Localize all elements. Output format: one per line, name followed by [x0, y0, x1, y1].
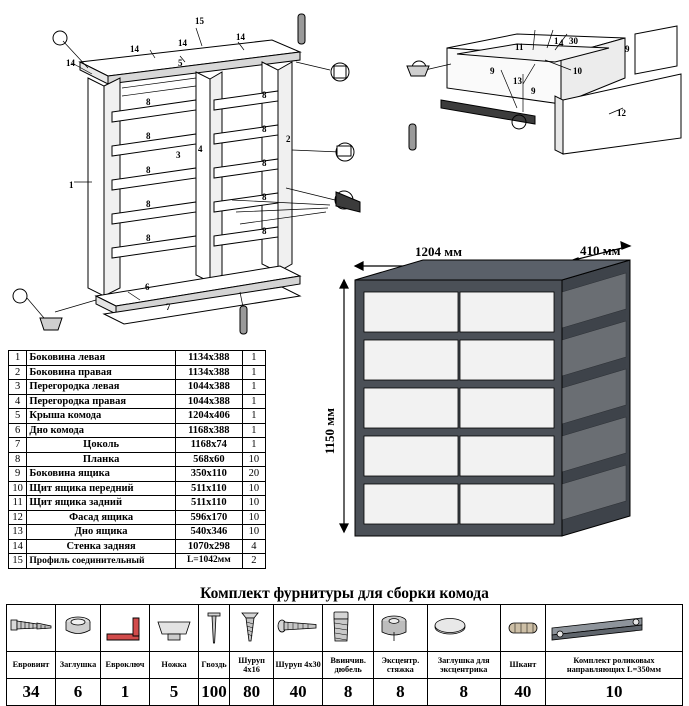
table-row [9, 496, 266, 511]
hw-label-screw-in-dowel: Ввинчив. дюбель [323, 652, 374, 679]
svg-text:8: 8 [262, 158, 267, 168]
hardware-label-row [7, 652, 683, 679]
part-dim: 350х110 [175, 467, 242, 482]
table-row [9, 423, 266, 438]
part-number: 7 [9, 438, 27, 453]
part-qty: 1 [242, 394, 265, 409]
foot-icon [150, 608, 198, 648]
part-number: 9 [9, 467, 27, 482]
hw-count-hex-key: 1 [101, 679, 150, 706]
svg-text:3: 3 [176, 150, 181, 160]
svg-text:4: 4 [559, 38, 564, 48]
svg-text:12: 12 [617, 108, 626, 118]
part-name: Стенка задняя [27, 539, 176, 554]
part-dim: 1070х298 [175, 539, 242, 554]
svg-text:8: 8 [146, 233, 151, 243]
svg-text:8: 8 [146, 165, 151, 175]
hw-cell-cap [56, 605, 101, 652]
part-number: 3 [9, 380, 27, 395]
hw-label-cap: Заглушка [56, 652, 101, 679]
svg-text:4: 4 [198, 144, 203, 154]
part-dim: 1044х388 [175, 394, 242, 409]
part-name: Планка [27, 452, 176, 467]
svg-text:8: 8 [146, 131, 151, 141]
eccentric-cap-icon [428, 610, 472, 646]
part-qty: 1 [242, 438, 265, 453]
svg-text:1: 1 [69, 180, 74, 190]
part-dim: 1204х406 [175, 409, 242, 424]
part-name: Профиль соединительный [27, 554, 176, 569]
hw-label-screw-4x30: Шуруп 4х30 [274, 652, 323, 679]
svg-text:8: 8 [146, 199, 151, 209]
table-row [9, 510, 266, 525]
svg-text:8: 8 [262, 226, 267, 236]
part-dim: 540х346 [175, 525, 242, 540]
hw-cell-nail [199, 605, 230, 652]
cap-icon [56, 608, 100, 648]
part-number: 1 [9, 351, 27, 366]
svg-text:7: 7 [166, 302, 171, 312]
table-row [9, 351, 266, 366]
part-qty: 10 [242, 525, 265, 540]
part-dim: 1044х388 [175, 380, 242, 395]
product-width-label: 1204 мм [415, 244, 462, 259]
hw-cell-eccentric-tie [374, 605, 427, 652]
table-row [9, 481, 266, 496]
hw-count-roller-guides: 10 [545, 679, 682, 706]
part-number: 4 [9, 394, 27, 409]
hw-label-eccentric-cap: Заглушка для эксцентрика [427, 652, 500, 679]
product-height-label: 1150 мм [322, 408, 337, 455]
hw-label-euro-screw: Евровинт [7, 652, 56, 679]
table-row [9, 467, 266, 482]
part-dim: 511х110 [175, 481, 242, 496]
roller-guides-icon [546, 608, 650, 648]
part-number: 10 [9, 481, 27, 496]
part-name: Крыша комода [27, 409, 176, 424]
hw-count-screw-4x16: 80 [230, 679, 274, 706]
hw-cell-dowel [500, 605, 545, 652]
parts-table [8, 350, 266, 569]
hw-count-euro-screw: 34 [7, 679, 56, 706]
part-number: 2 [9, 365, 27, 380]
hw-count-eccentric-cap: 8 [427, 679, 500, 706]
hardware-count-row [7, 679, 683, 706]
screw-4x30-icon [274, 608, 322, 648]
hw-cell-screw-4x30 [274, 605, 323, 652]
screw-4x16-icon [230, 607, 270, 649]
hw-label-eccentric-tie: Эксцентр. стяжка [374, 652, 427, 679]
part-name: Боковина правая [27, 365, 176, 380]
hw-cell-foot [150, 605, 199, 652]
svg-text:14: 14 [66, 58, 75, 68]
drawer-assembly-diagram [395, 4, 689, 164]
part-qty: 4 [242, 539, 265, 554]
part-number: 11 [9, 496, 27, 511]
nail-icon [199, 607, 229, 649]
part-qty: 10 [242, 510, 265, 525]
part-qty: 1 [242, 423, 265, 438]
part-dim: 596х170 [175, 510, 242, 525]
table-row [9, 539, 266, 554]
svg-text:14: 14 [236, 32, 245, 42]
part-dim: 1168х74 [175, 438, 242, 453]
svg-text:2: 2 [286, 134, 291, 144]
hardware-icon-row [7, 605, 683, 652]
hardware-table [6, 604, 683, 706]
part-name: Цоколь [27, 438, 176, 453]
svg-text:9: 9 [490, 66, 495, 76]
svg-text:11: 11 [515, 42, 524, 52]
part-name: Щит ящика задний [27, 496, 176, 511]
hw-label-hex-key: Евроключ [101, 652, 150, 679]
parts-table-body [9, 351, 266, 569]
part-name: Перегородка правая [27, 394, 176, 409]
part-dim: L=1042мм [175, 554, 242, 569]
part-qty: 2 [242, 554, 265, 569]
part-number: 12 [9, 510, 27, 525]
part-dim: 1134х388 [175, 351, 242, 366]
table-row [9, 409, 266, 424]
svg-text:1: 1 [554, 36, 559, 46]
dowel-icon [501, 610, 545, 646]
part-dim: 511х110 [175, 496, 242, 511]
part-number: 14 [9, 539, 27, 554]
part-name: Фасад ящика [27, 510, 176, 525]
product-depth-label: 410 мм [580, 243, 621, 258]
part-name: Боковина левая [27, 351, 176, 366]
hex-key-icon [101, 608, 149, 648]
table-row [9, 394, 266, 409]
hw-count-eccentric-tie: 8 [374, 679, 427, 706]
part-number: 15 [9, 554, 27, 569]
hardware-kit-title: Комплект фурнитуры для сборки комода [200, 585, 489, 602]
part-qty: 1 [242, 351, 265, 366]
part-dim: 1134х388 [175, 365, 242, 380]
part-qty: 10 [242, 452, 265, 467]
part-name: Щит ящика передний [27, 481, 176, 496]
hw-cell-euro-screw [7, 605, 56, 652]
part-name: Перегородка левая [27, 380, 176, 395]
table-row [9, 438, 266, 453]
svg-text:5: 5 [178, 58, 183, 68]
table-row [9, 525, 266, 540]
part-dim: 568х60 [175, 452, 242, 467]
svg-text:8: 8 [262, 192, 267, 202]
part-name: Дно ящика [27, 525, 176, 540]
part-qty: 1 [242, 409, 265, 424]
svg-text:13: 13 [513, 76, 522, 86]
svg-text:15: 15 [195, 16, 204, 26]
hw-cell-eccentric-cap [427, 605, 500, 652]
svg-text:14: 14 [178, 38, 187, 48]
svg-text:8: 8 [262, 90, 267, 100]
hw-cell-hex-key [101, 605, 150, 652]
svg-text:8: 8 [262, 124, 267, 134]
part-qty: 10 [242, 481, 265, 496]
part-dim: 1168х388 [175, 423, 242, 438]
hw-count-nail: 100 [199, 679, 230, 706]
svg-text:10: 10 [573, 66, 582, 76]
hw-label-roller-guides: Комплект роликовых направляющих L=350мм [545, 652, 682, 679]
table-row [9, 380, 266, 395]
hw-label-nail: Гвоздь [199, 652, 230, 679]
hw-count-cap: 6 [56, 679, 101, 706]
part-name: Боковина ящика [27, 467, 176, 482]
svg-text:30: 30 [569, 36, 578, 46]
finished-product-view [330, 236, 689, 566]
part-number: 6 [9, 423, 27, 438]
part-qty: 1 [242, 380, 265, 395]
table-row [9, 452, 266, 467]
hw-count-dowel: 40 [500, 679, 545, 706]
hw-label-screw-4x16: Шуруп 4х16 [230, 652, 274, 679]
svg-text:8: 8 [146, 97, 151, 107]
eccentric-tie-icon [374, 608, 414, 648]
svg-text:9: 9 [531, 86, 536, 96]
hw-cell-roller-guides [545, 605, 682, 652]
hw-count-screw-in-dowel: 8 [323, 679, 374, 706]
euro-screw-icon [7, 608, 55, 648]
svg-text:6: 6 [145, 282, 150, 292]
hw-cell-screw-in-dowel [323, 605, 374, 652]
part-qty: 1 [242, 365, 265, 380]
hw-label-dowel: Шкант [500, 652, 545, 679]
hw-label-foot: Ножка [150, 652, 199, 679]
part-qty: 20 [242, 467, 265, 482]
part-qty: 10 [242, 496, 265, 511]
hw-cell-screw-4x16 [230, 605, 274, 652]
part-number: 5 [9, 409, 27, 424]
screw-in-dowel-icon [323, 607, 359, 649]
part-number: 8 [9, 452, 27, 467]
table-row [9, 554, 266, 569]
part-number: 13 [9, 525, 27, 540]
table-row [9, 365, 266, 380]
part-name: Дно комода [27, 423, 176, 438]
svg-text:9: 9 [625, 44, 630, 54]
svg-text:14: 14 [130, 44, 139, 54]
hw-count-foot: 5 [150, 679, 199, 706]
hw-count-screw-4x30: 40 [274, 679, 323, 706]
